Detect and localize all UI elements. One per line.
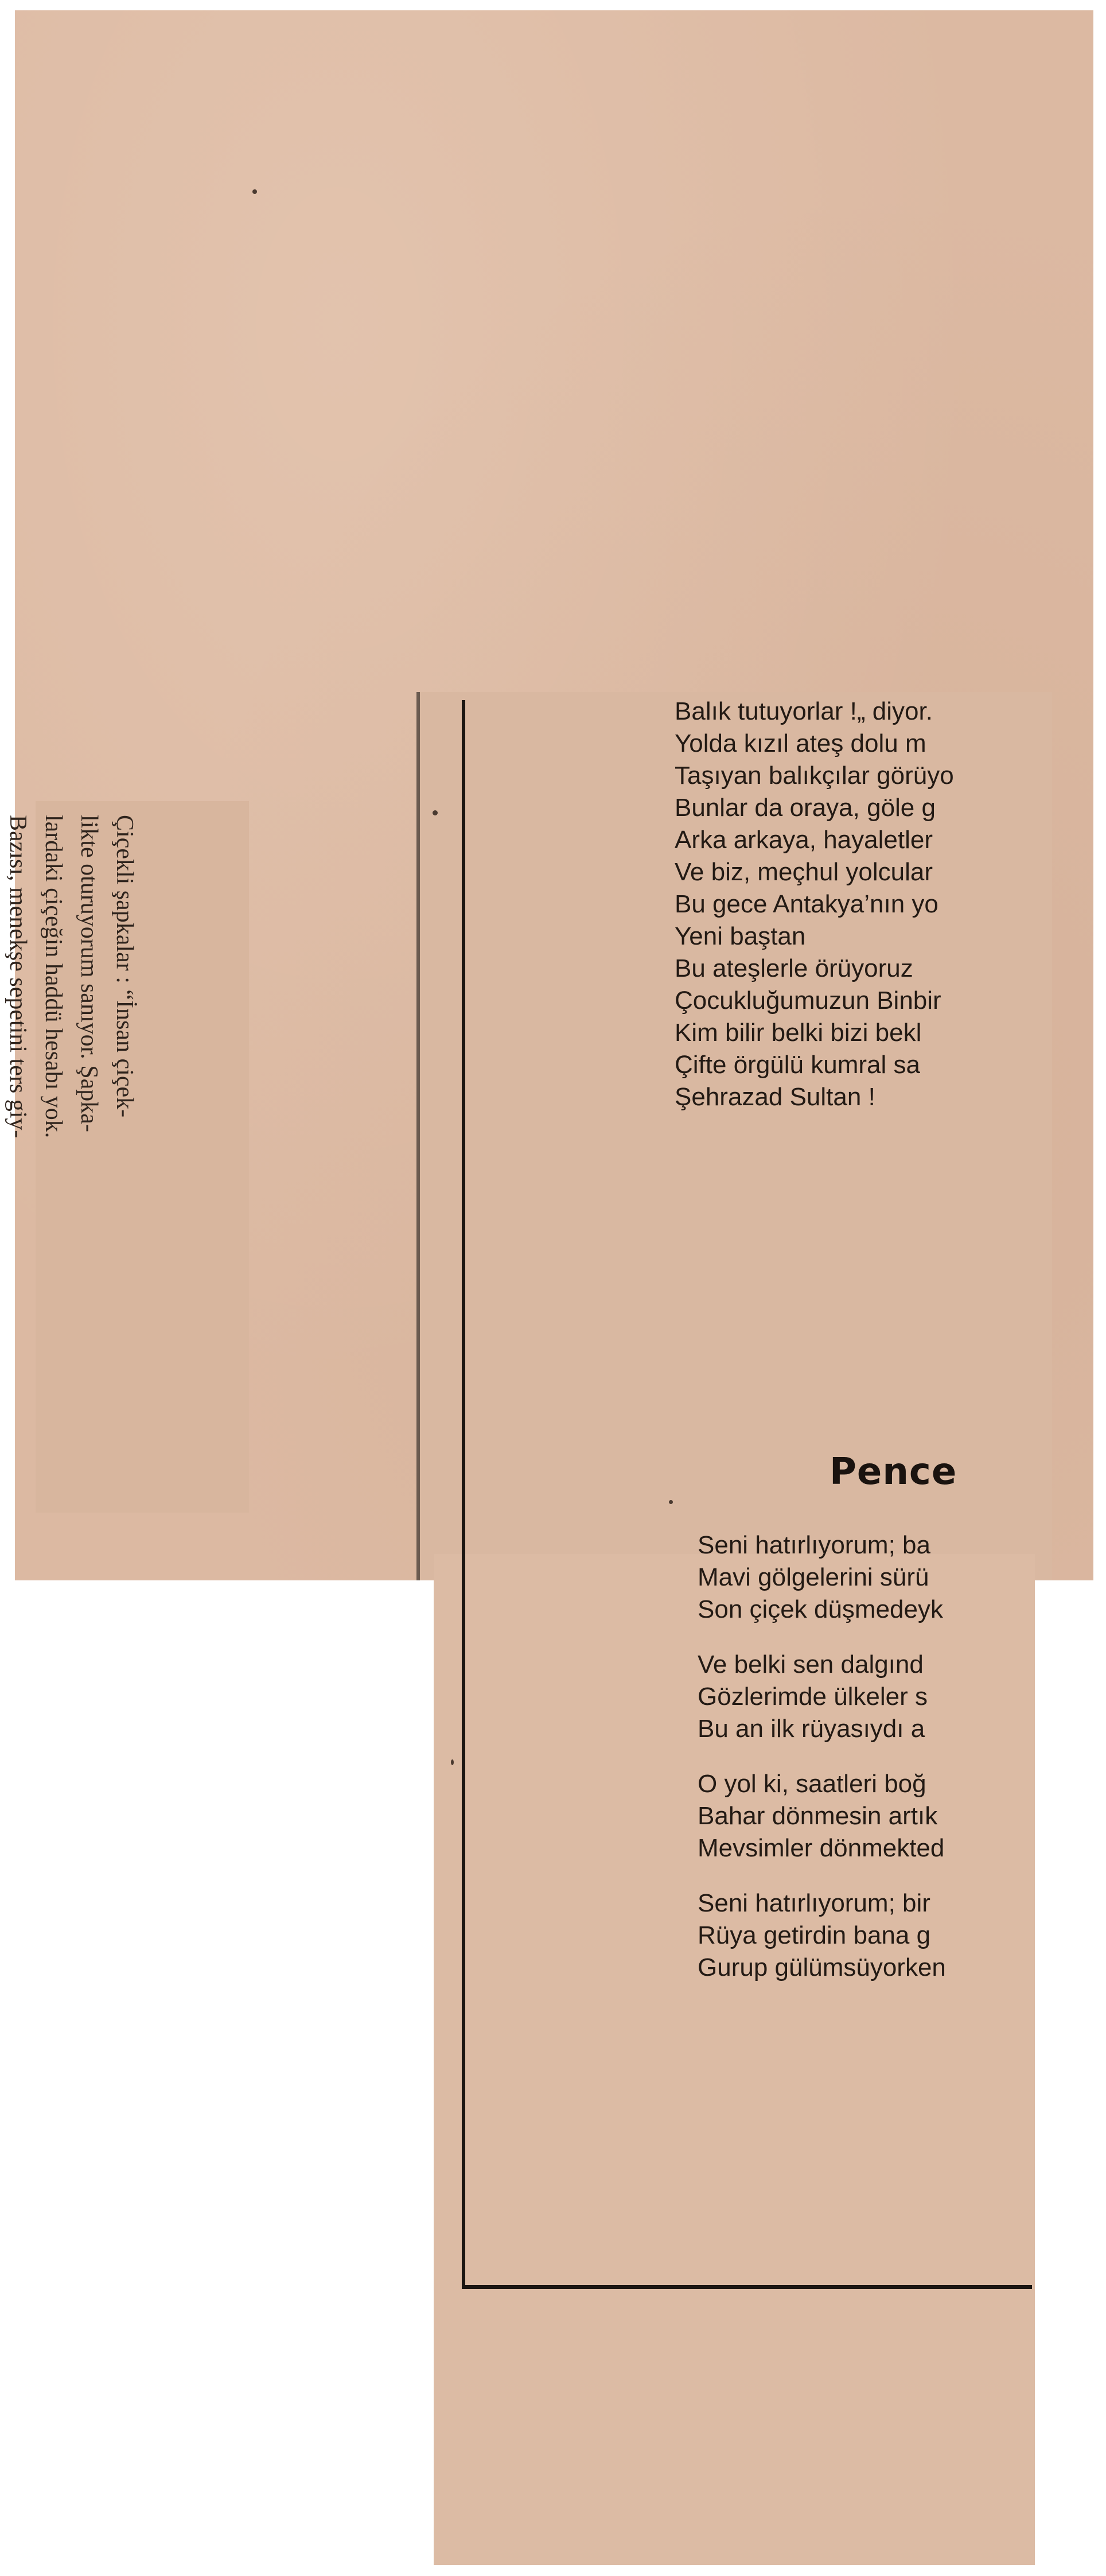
stanza-line: Bu an ilk rüyasıydı a [698, 1715, 925, 1743]
poem-line: Arka arkaya, hayaletler [675, 826, 933, 854]
poem-line: Çocukluğumuzun Binbir [675, 986, 941, 1015]
paper-speck [669, 1500, 673, 1504]
stanza-line: Mevsimler dönmekted [698, 1834, 945, 1862]
frame-rule-bottom [462, 2285, 1032, 2289]
stanza-line: Ve belki sen dalgınd [698, 1650, 924, 1679]
stanza-line: Son çiçek düşmedeyk [698, 1595, 943, 1623]
poem-line: Balık tutuyorlar !„ diyor. [675, 697, 933, 725]
poem-line: Çifte örgülü kumral sa [675, 1051, 920, 1079]
left-clipping-line: Bazısı, menekşe sepetini ters giy- [5, 815, 31, 1139]
poem-line: Yeni baştan [675, 922, 806, 950]
stanza [698, 1649, 1030, 1745]
poem-line: Şehrazad Sultan ! [675, 1083, 875, 1111]
paper-speck [433, 810, 438, 815]
poem-line: Kim bilir belki bizi bekl [675, 1019, 922, 1047]
poem-line: Bu ateşlerle örüyoruz [675, 954, 913, 982]
stanza-line: Gurup gülümsüyorken [698, 1953, 946, 1981]
stanza-line: Mavi gölgelerini sürü [698, 1563, 929, 1591]
paper-speck [451, 1759, 454, 1765]
frame-rule-left [462, 700, 465, 2289]
poem-line: Ve biz, meçhul yolcular [675, 858, 933, 886]
poem-line: Bunlar da oraya, göle g [675, 794, 936, 822]
left-clipping-text [0, 815, 142, 1492]
stanza [698, 1887, 1030, 1984]
left-clipping-line: Çiçekli şapkalar : “İnsan çiçek- [111, 815, 138, 1118]
stanza-line: Seni hatırlıyorum; bir [698, 1889, 930, 1917]
poem-title: Pence [829, 1451, 957, 1493]
poem-bottom [698, 1529, 1030, 2161]
left-clipping-line: lardaki çiçeğin haddü hesabı yok. [40, 815, 67, 1139]
stanza-line: Bahar dönmesin artık [698, 1802, 938, 1830]
poem-line: Yolda kızıl ateş dolu m [675, 729, 926, 757]
poem-line: Bu gece Antakya’nın yo [675, 890, 938, 918]
poem-top [675, 696, 1052, 1235]
paper-speck [252, 189, 257, 194]
stanza-line: Seni hatırlıyorum; ba [698, 1531, 930, 1559]
stanza-line: Gözlerimde ülkeler s [698, 1683, 928, 1711]
stanza-line: O yol ki, saatleri boğ [698, 1770, 926, 1798]
left-clipping-line: likte oturuyorum sanıyor. Şapka- [76, 815, 102, 1132]
poem-line: Taşıyan balıkçılar görüyo [675, 761, 954, 790]
stanza-line: Rüya getirdin bana g [698, 1921, 931, 1949]
stanza [698, 1768, 1030, 1864]
stanza [698, 1529, 1030, 1626]
